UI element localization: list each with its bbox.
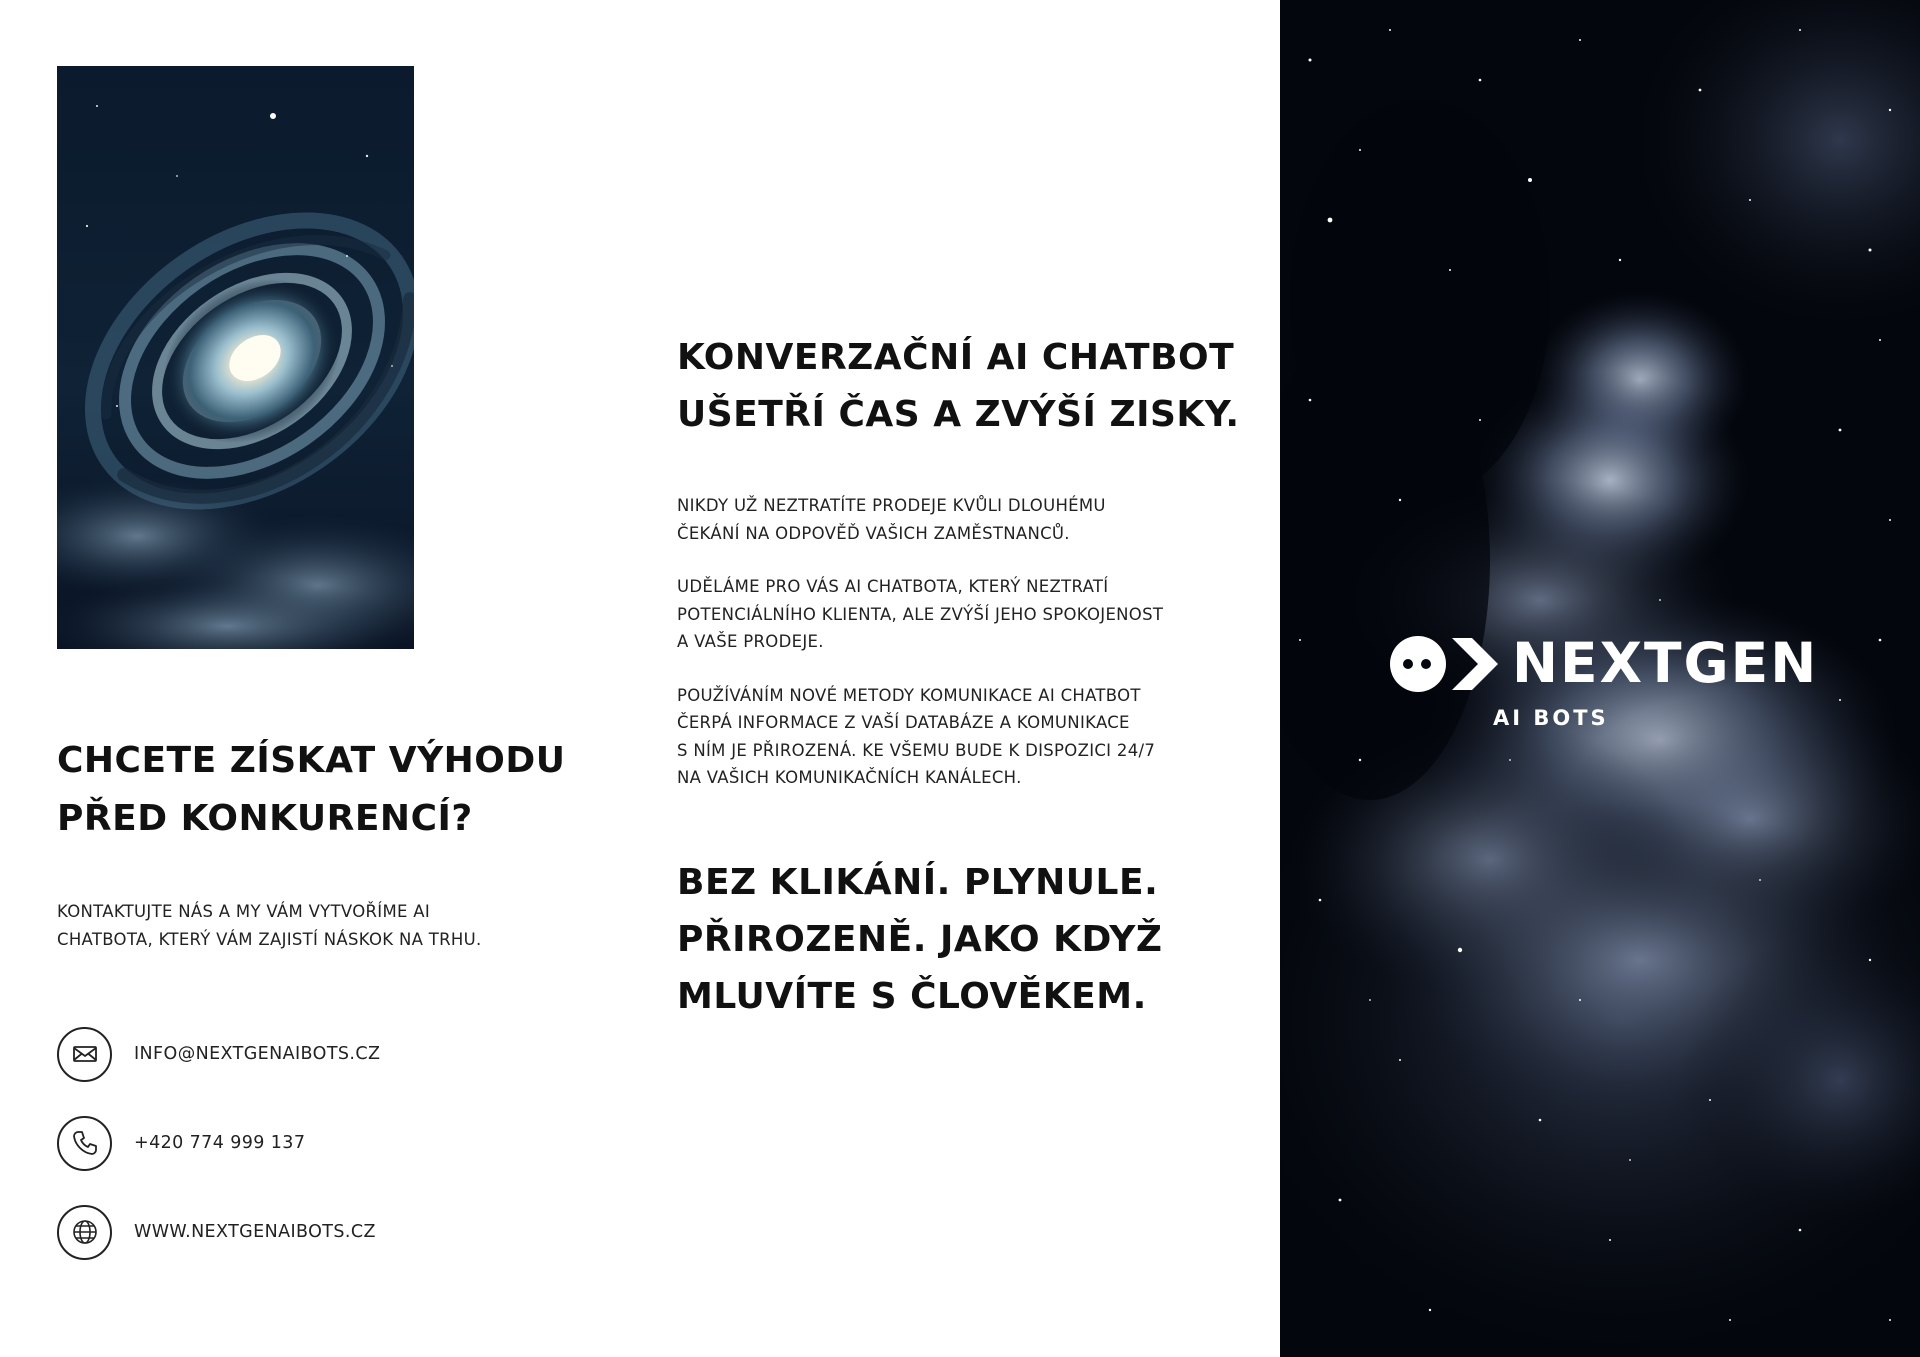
- body-line: ČERPÁ INFORMACE Z VAŠÍ DATABÁZE A KOMUNIKACE: [677, 713, 1130, 732]
- middle-heading-line: KONVERZAČNÍ AI CHATBOT: [677, 337, 1235, 378]
- left-heading: [57, 732, 597, 848]
- tagline-line: PŘIROZENĚ. JAKO KDYŽ: [677, 919, 1163, 960]
- body-line: A VAŠE PRODEJE.: [677, 632, 824, 651]
- brand-subtitle: AI BOTS: [1493, 706, 1609, 730]
- body-line: POUŽÍVÁNÍM NOVÉ METODY KOMUNIKACE AI CHATBOT: [677, 685, 1141, 705]
- body-line: NIKDY UŽ NEZTRATÍTE PRODEJE KVŮLI DLOUHÉMU: [677, 496, 1106, 515]
- envelope-icon: [57, 1027, 112, 1082]
- body-line: ČEKÁNÍ NA ODPOVĚĎ VAŠICH ZAMĚSTNANCŮ.: [677, 523, 1070, 543]
- contact-phone[interactable]: [57, 1115, 597, 1171]
- globe-icon: [57, 1205, 112, 1260]
- contact-intro-line: KONTAKTUJTE NÁS A MY VÁM VYTVOŘÍME AI: [57, 902, 431, 921]
- tagline-line: BEZ KLIKÁNÍ. PLYNULE.: [677, 862, 1159, 903]
- brand-logo: [1388, 630, 1828, 740]
- body-line: UDĚLÁME PRO VÁS AI CHATBOTA, KTERÝ NEZTRATÍ: [677, 577, 1109, 596]
- galaxy-image: [57, 66, 414, 649]
- contact-intro-text: [57, 898, 617, 954]
- body-paragraph-3: [677, 682, 1277, 792]
- left-heading-line: PŘED KONKURENCÍ?: [57, 798, 473, 839]
- body-line: S NÍM JE PŘIROZENÁ. KE VŠEMU BUDE K DISPOZICI 24/7: [677, 740, 1156, 760]
- middle-heading-line: UŠETŘÍ ČAS A ZVÝŠÍ ZISKY.: [677, 394, 1240, 435]
- phone-icon: [57, 1116, 112, 1171]
- brand-name: NEXTGEN: [1512, 631, 1819, 695]
- body-line: NA VAŠICH KOMUNIKAČNÍCH KANÁLECH.: [677, 768, 1022, 787]
- cover-panel: [1280, 0, 1920, 1357]
- website-link[interactable]: WWW.NEXTGENAIBOTS.CZ: [134, 1222, 376, 1242]
- contact-email[interactable]: [57, 1026, 597, 1082]
- left-heading-line: CHCETE ZÍSKAT VÝHODU: [57, 740, 566, 781]
- middle-body: [677, 492, 1277, 818]
- body-paragraph-2: [677, 573, 1277, 656]
- middle-tagline: [677, 854, 1277, 1025]
- tagline-line: MLUVÍTE S ČLOVĚKEM.: [677, 976, 1147, 1017]
- phone-link[interactable]: +420 774 999 137: [134, 1133, 306, 1153]
- contact-website[interactable]: [57, 1204, 597, 1260]
- body-paragraph-1: [677, 492, 1277, 547]
- email-link[interactable]: INFO@NEXTGENAIBOTS.CZ: [134, 1044, 381, 1064]
- middle-heading: [677, 329, 1277, 443]
- contact-intro-line: CHATBOTA, KTERÝ VÁM ZAJISTÍ NÁSKOK NA TRHU.: [57, 930, 482, 949]
- body-line: POTENCIÁLNÍHO KLIENTA, ALE ZVÝŠÍ JEHO SPOKOJENOST: [677, 604, 1164, 624]
- chatbot-face-arrow-logo-icon: [1388, 634, 1508, 694]
